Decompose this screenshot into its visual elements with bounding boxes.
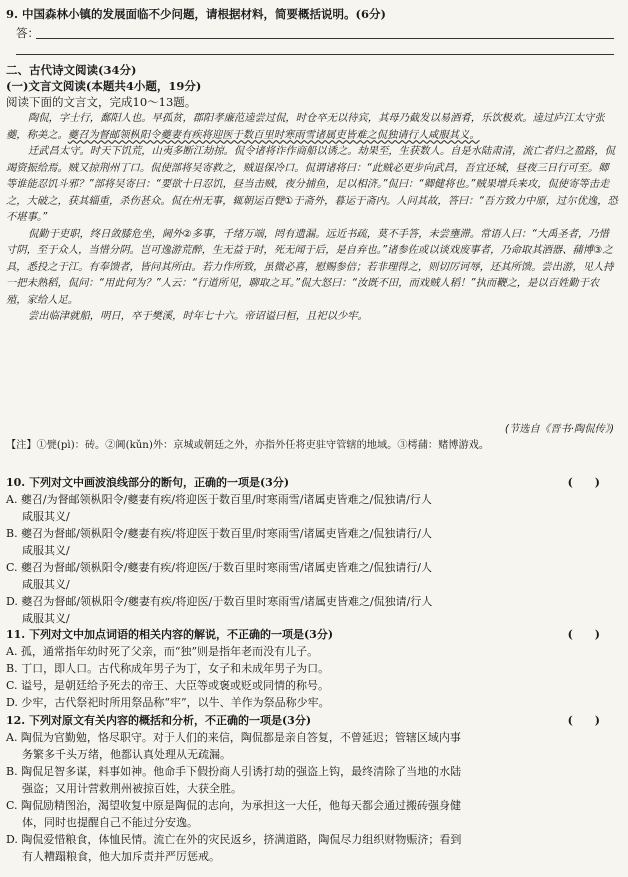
answer-label: 答： (16, 26, 39, 40)
option-d[interactable]: D. 少牢，古代祭祀时所用祭品称“牢”，以牛、羊作为祭品称少牢。 (6, 696, 330, 709)
question-stem: 10. 下列对文中画波浪线部分的断句，正确的一项是(3分) (6, 476, 290, 489)
classical-passage (6, 110, 618, 325)
option-c[interactable]: C. 夔召为督邮/领枞阳令/夔妻有疾/将迎医/于数百里时寒雨雪/诸属吏皆难之/侃独请行/人 咸服其义/ (6, 561, 432, 591)
option-c[interactable]: C. 谥号，是朝廷给予死去的帝王、大臣等或褒或贬或同情的称号。 (6, 679, 330, 692)
option-c[interactable]: C. 陶侃励精图治，渴望收复中原是陶侃的志向，为承担这一大任，他每天都会通过搬砖强身健 体，同时也提醒自己不能过分安逸。 (6, 799, 462, 829)
annotation-note: 【注】①甓(pì)：砖。②阃(kǔn)外：京城或朝廷之外，亦指外任将吏驻守管辖的地域。③樗蒱：赌博游戏。 (6, 440, 490, 451)
passage-paragraph: 迁武昌太守。时天下饥荒，山夷多断江劫掠。侃令诸将诈作商船以诱之。劫果至，生获数人。自是水陆肃清，流亡者归之盈路，侃竭资振给焉。贼又掠荆州丁口。侃使部将吴寄救之，贼退保冷口。侃谓诸将曰：“此贼必更步向武昌，吾宜还城，昼夜三日行可至。卿等谁能忍饥斗邪？”部将吴寄曰：“要欲十日忍饥，昼当击贼，夜分捕鱼，足以相济。”侃曰：“卿健将也。”贼果增兵来攻，侃使寄等击走之，大破之，获其辎重，杀伤甚众。侃在州无事，辄朝运百甓①于斋外，暮运于斋内。人问其故，答曰：“吾方致力中原，过尔优逸，恐不堪事。” (6, 145, 618, 223)
passage-paragraph: 侃勤于吏职，终日敛膝危坐，阃外②多事，千绪万端，罔有遗漏。远近书疏，莫不手答，未尝壅滞。常语人曰：“大禹圣者，乃惜寸阴，至于众人，当惜分阴。岂可逸游荒醉，生无益于时，死无闻于后，是自弃也。”诸参佐或以谈戏废事者，乃命取其酒器、蒱博③之具，悉投之于江。有奉馈者，皆问其所由。若力作所致，虽微必喜，慰赐参倍；若非理得之，则切厉诃辱，还其所馈。尝出游，见人持一把未熟稻，侃问：“用此何为？”人云：“行道所见，聊取之耳。”侃大怒曰：“汝既不田，而戏贼人稻！”执而鞭之，是以百姓勤于农殖，家给人足。 (6, 227, 614, 306)
question-10 (6, 474, 618, 627)
question-stem: 11. 下列对文中加点词语的相关内容的解说，不正确的一项是(3分) (6, 628, 334, 641)
question-stem: 12. 下列对原文有关内容的概括和分析，不正确的一项是(3分) (6, 714, 312, 727)
answer-line[interactable] (16, 54, 614, 55)
option-d[interactable]: D. 夔召为督邮/领枞阳令/夔妻有疾/将迎医/于数百里时寒雨雪/诸属吏皆难之/侃独请/行人 咸服其义/ (6, 595, 433, 625)
subsection-heading: (一)文言文阅读(本题共4小题，19分) (6, 79, 202, 93)
question-12 (6, 712, 618, 865)
option-b[interactable]: B. 陶侃足智多谋，料事如神。他命手下假扮商人引诱打劫的强盗上钩，最终清除了当地的水陆 强盗；又用计营救荆州被掠百姓，大获全胜。 (6, 765, 462, 795)
option-b[interactable]: B. 丁口，即人口。古代称成年男子为丁，女子和未成年男子为口。 (6, 662, 330, 675)
answer-bracket[interactable]: ( ) (567, 628, 600, 641)
source-citation: (节选自《晋书·陶侃传》) (504, 423, 614, 435)
section-heading: 二、古代诗文阅读(34分) (6, 63, 137, 77)
answer-line[interactable] (36, 38, 614, 39)
answer-bracket[interactable]: ( ) (567, 476, 600, 489)
passage-paragraph: 尝出临津就船，明日，卒于樊溪，时年七十六。帝诏谥曰桓，且祀以少牢。 (28, 310, 368, 322)
option-a[interactable]: A. 陶侃为官勤勉，恪尽职守。对于人们的来信，陶侃都是亲自答复，不曾延迟；管辖区域内事 务繁多千头万绪，他都认真处理从无疏漏。 (6, 731, 461, 761)
option-b[interactable]: B. 夔召为督邮/领枞阳令/夔妻有疾/将迎医于数百里/时寒雨雪/诸属吏皆难之/侃独请行/人 咸服其义/ (6, 527, 433, 557)
wavy-underlined-text: 夔召为督邮领枞阳令夔妻有疾将迎医于数百里时寒雨雪诸属吏皆难之侃独请行人咸服其义。 (67, 128, 480, 141)
question-11 (6, 626, 618, 711)
option-d[interactable]: D. 陶侃爱惜粮食，体恤民情。流亡在外的灾民返乡，挤满道路，陶侃尽力组织财物赈济；看到 有人糟蹋粮食，他大加斥责并严厉惩戒。 (6, 833, 462, 863)
option-a[interactable]: A. 夔召/为督邮领枞阳令/夔妻有疾/将迎医于数百里/时寒雨雪/诸属吏皆难之/侃独请/行人 咸服其义/ (6, 493, 432, 523)
question-9: 9. 中国森林小镇的发展面临不少问题，请根据材料，简要概括说明。(6分) (6, 7, 386, 21)
reading-instruction: 阅读下面的文言文，完成10～13题。 (6, 95, 197, 109)
option-a[interactable]: A. 孤，通常指年幼时死了父亲，而“独”则是指年老而没有儿子。 (6, 645, 319, 658)
passage-paragraph: 陶侃，字士行，鄱阳人也。早孤贫，郡阳孝廉范逵尝过侃，时仓卒无以待宾，其母乃截发以易酒肴，乐饮极欢。逵过庐江太守张夔，称美之。夔召为督邮领枞阳令夔妻有疾将迎医于数百里时寒雨雪诸属吏皆难之侃独请行人咸服其义。 (6, 112, 605, 141)
answer-bracket[interactable]: ( ) (567, 714, 600, 727)
